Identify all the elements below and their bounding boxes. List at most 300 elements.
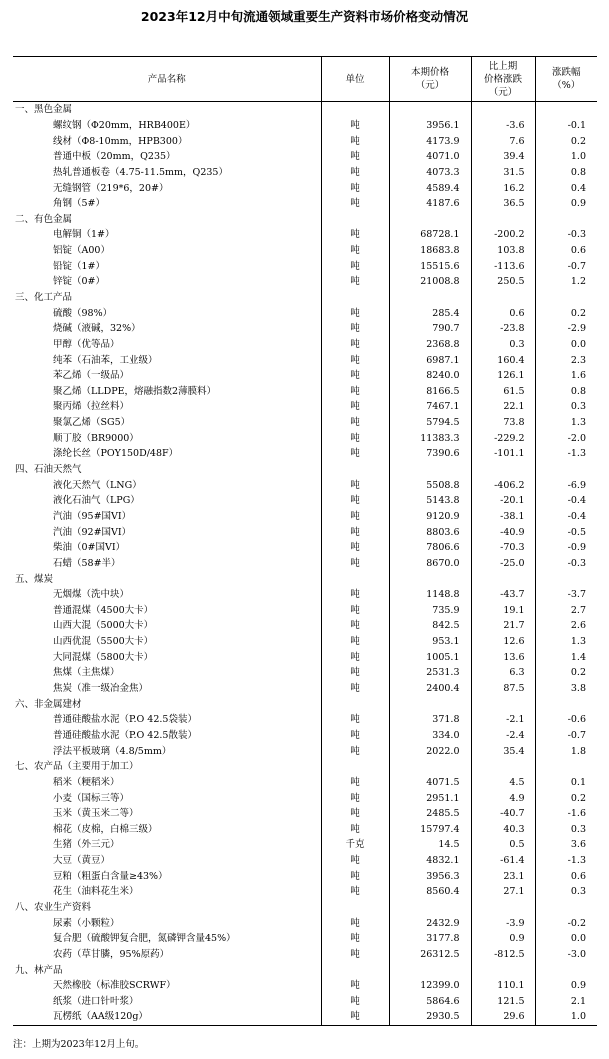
percent-cell: 0.9: [535, 978, 597, 994]
change-cell: [471, 696, 535, 712]
product-name: 烧碱（液碱，32%）: [53, 323, 141, 335]
price-cell: 15797.4: [389, 821, 471, 837]
change-cell: [471, 211, 535, 227]
category-row: [13, 211, 597, 227]
unit-cell: 吨: [321, 196, 389, 212]
price-cell: 3956.1: [389, 118, 471, 134]
product-name: 天然橡胶（标准胶SCRWF）: [53, 980, 176, 992]
price-cell: 790.7: [389, 321, 471, 337]
unit-cell: 吨: [321, 681, 389, 697]
change-cell: 121.5: [471, 994, 535, 1010]
unit-cell: 吨: [321, 133, 389, 149]
percent-cell: 0.2: [535, 133, 597, 149]
product-name: 焦炭（准一级冶金焦）: [53, 683, 149, 695]
price-cell: 3177.8: [389, 931, 471, 947]
change-cell: 27.1: [471, 884, 535, 900]
change-cell: 61.5: [471, 384, 535, 400]
table-row: [13, 368, 597, 384]
price-cell: 2368.8: [389, 337, 471, 353]
percent-cell: [535, 571, 597, 587]
product-name: 山西大混（5000大卡）: [53, 620, 154, 632]
table-header-row: [13, 57, 597, 102]
unit-cell: 吨: [321, 806, 389, 822]
price-cell: 8166.5: [389, 384, 471, 400]
table-row: [13, 274, 597, 290]
percent-cell: [535, 962, 597, 978]
product-name: 尿素（小颗粒）: [53, 917, 120, 929]
percent-cell: 0.2: [535, 790, 597, 806]
percent-cell: 0.2: [535, 305, 597, 321]
unit-cell: 吨: [321, 556, 389, 572]
change-cell: 6.3: [471, 665, 535, 681]
price-cell: 5864.6: [389, 994, 471, 1010]
price-cell: 2951.1: [389, 790, 471, 806]
table-row: [13, 258, 597, 274]
change-cell: -23.8: [471, 321, 535, 337]
category-row: [13, 900, 597, 916]
table-row: [13, 430, 597, 446]
percent-cell: -0.3: [535, 227, 597, 243]
unit-cell: 吨: [321, 243, 389, 259]
price-cell: 9120.9: [389, 509, 471, 525]
percent-cell: -0.4: [535, 493, 597, 509]
unit-cell: 吨: [321, 587, 389, 603]
price-cell: 2531.3: [389, 665, 471, 681]
product-name: 复合肥（硫酸钾复合肥，氮磷钾含量45%）: [53, 933, 236, 945]
percent-cell: [535, 900, 597, 916]
price-cell: 14.5: [389, 837, 471, 853]
change-cell: 16.2: [471, 180, 535, 196]
percent-cell: [535, 290, 597, 306]
change-cell: 126.1: [471, 368, 535, 384]
product-name: 柴油（0#国VI）: [53, 542, 126, 554]
price-cell: 7806.6: [389, 540, 471, 556]
unit-cell: 吨: [321, 258, 389, 274]
percent-cell: -0.5: [535, 524, 597, 540]
price-cell: 11383.3: [389, 430, 471, 446]
table-row: [13, 477, 597, 493]
unit-cell: 吨: [321, 712, 389, 728]
unit-cell: 吨: [321, 1009, 389, 1025]
price-cell: 4071.5: [389, 775, 471, 791]
table-row: [13, 227, 597, 243]
percent-cell: -0.1: [535, 118, 597, 134]
change-cell: -61.4: [471, 853, 535, 869]
category-row: [13, 759, 597, 775]
category-name: 五、煤炭: [15, 573, 54, 585]
price-cell: [389, 462, 471, 478]
product-name: 锌锭（0#）: [53, 276, 106, 288]
product-name: 稻米（粳稻米）: [53, 776, 120, 788]
product-name: 硫酸（98%）: [53, 307, 113, 319]
product-name: 棉花（皮棉，白棉三级）: [53, 823, 158, 835]
price-cell: 6987.1: [389, 352, 471, 368]
percent-cell: -2.0: [535, 430, 597, 446]
category-name: 七、农产品（主要用于加工）: [15, 761, 139, 773]
change-cell: -229.2: [471, 430, 535, 446]
unit-cell: 吨: [321, 915, 389, 931]
table-row: [13, 509, 597, 525]
price-cell: [389, 211, 471, 227]
price-cell: 4589.4: [389, 180, 471, 196]
category-name: 六、非金属建材: [15, 698, 82, 710]
table-row: [13, 868, 597, 884]
change-cell: [471, 759, 535, 775]
percent-cell: 3.8: [535, 681, 597, 697]
unit-cell: 吨: [321, 978, 389, 994]
unit-cell: 吨: [321, 509, 389, 525]
percent-cell: 1.3: [535, 415, 597, 431]
price-cell: 26312.5: [389, 947, 471, 963]
unit-cell: 吨: [321, 665, 389, 681]
change-cell: -2.1: [471, 712, 535, 728]
table-row: [13, 165, 597, 181]
change-cell: -40.7: [471, 806, 535, 822]
percent-cell: [535, 462, 597, 478]
table-row: [13, 728, 597, 744]
product-name: 农药（草甘膦，95%原药）: [53, 948, 170, 960]
product-name: 焦煤（主焦煤）: [53, 667, 120, 679]
unit-cell: 吨: [321, 149, 389, 165]
price-cell: 8240.0: [389, 368, 471, 384]
price-cell: 8803.6: [389, 524, 471, 540]
unit-cell: 吨: [321, 384, 389, 400]
unit-cell: [321, 962, 389, 978]
category-name: 三、化工产品: [15, 292, 73, 303]
header-change-percent: 涨跌幅 （%）: [535, 57, 597, 102]
percent-cell: 1.0: [535, 149, 597, 165]
product-name: 铅锭（1#）: [53, 260, 106, 272]
percent-cell: [535, 102, 597, 118]
percent-cell: 0.4: [535, 180, 597, 196]
percent-cell: 1.0: [535, 1009, 597, 1025]
table-row: [13, 775, 597, 791]
percent-cell: 1.3: [535, 634, 597, 650]
percent-cell: 0.1: [535, 775, 597, 791]
price-cell: 7390.6: [389, 446, 471, 462]
percent-cell: -0.4: [535, 509, 597, 525]
price-cell: [389, 900, 471, 916]
percent-cell: 0.2: [535, 665, 597, 681]
category-row: [13, 696, 597, 712]
table-row: [13, 743, 597, 759]
unit-cell: 吨: [321, 477, 389, 493]
change-cell: 40.3: [471, 821, 535, 837]
unit-cell: 吨: [321, 634, 389, 650]
price-cell: 5143.8: [389, 493, 471, 509]
change-cell: -40.9: [471, 524, 535, 540]
price-cell: 1005.1: [389, 649, 471, 665]
unit-cell: [321, 759, 389, 775]
product-name: 苯乙烯（一级品）: [53, 370, 130, 382]
price-cell: 4187.6: [389, 196, 471, 212]
price-cell: 2930.5: [389, 1009, 471, 1025]
table-row: [13, 681, 597, 697]
table-row: [13, 1009, 597, 1025]
table-row: [13, 540, 597, 556]
change-cell: 31.5: [471, 165, 535, 181]
price-cell: 285.4: [389, 305, 471, 321]
price-cell: 8670.0: [389, 556, 471, 572]
change-cell: 87.5: [471, 681, 535, 697]
table-body: [13, 102, 597, 1026]
product-name: 铝锭（A00）: [53, 245, 110, 257]
unit-cell: 吨: [321, 368, 389, 384]
percent-cell: -0.7: [535, 258, 597, 274]
change-cell: 4.9: [471, 790, 535, 806]
unit-cell: 吨: [321, 728, 389, 744]
change-cell: 22.1: [471, 399, 535, 415]
product-name: 瓦楞纸（AA级120g）: [13, 1009, 321, 1025]
price-cell: 2485.5: [389, 806, 471, 822]
table-row: [13, 618, 597, 634]
unit-cell: 吨: [321, 540, 389, 556]
percent-cell: [535, 211, 597, 227]
price-cell: [389, 962, 471, 978]
price-cell: 5794.5: [389, 415, 471, 431]
price-cell: 5508.8: [389, 477, 471, 493]
price-cell: 2022.0: [389, 743, 471, 759]
price-cell: 371.8: [389, 712, 471, 728]
price-cell: 15515.6: [389, 258, 471, 274]
table-row: [13, 305, 597, 321]
change-cell: 0.6: [471, 305, 535, 321]
product-name: 甲醇（优等品）: [53, 338, 120, 350]
table-row: [13, 587, 597, 603]
table-row: [13, 821, 597, 837]
percent-cell: 2.3: [535, 352, 597, 368]
table-row: [13, 180, 597, 196]
change-cell: -101.1: [471, 446, 535, 462]
change-cell: -20.1: [471, 493, 535, 509]
price-cell: [389, 102, 471, 118]
unit-cell: 吨: [321, 227, 389, 243]
unit-cell: 吨: [321, 399, 389, 415]
unit-cell: 吨: [321, 352, 389, 368]
table-row: [13, 931, 597, 947]
unit-cell: 吨: [321, 743, 389, 759]
price-cell: 4073.3: [389, 165, 471, 181]
table-row: [13, 415, 597, 431]
product-name: 聚氯乙烯（SG5）: [53, 417, 131, 429]
change-cell: [471, 962, 535, 978]
product-name: 涤纶长丝（POY150D/48F）: [53, 448, 179, 460]
change-cell: 35.4: [471, 743, 535, 759]
table-row: [13, 337, 597, 353]
category-row: [13, 571, 597, 587]
change-cell: 7.6: [471, 133, 535, 149]
percent-cell: 0.6: [535, 243, 597, 259]
change-cell: 29.6: [471, 1009, 535, 1025]
price-cell: 18683.8: [389, 243, 471, 259]
unit-cell: [321, 696, 389, 712]
product-name: 无缝钢管（219*6，20#）: [53, 182, 169, 194]
unit-cell: 吨: [321, 180, 389, 196]
product-name: 聚丙烯（拉丝料）: [53, 401, 130, 413]
percent-cell: 0.0: [535, 337, 597, 353]
product-name: 螺纹钢（Φ20mm，HRB400E）: [53, 119, 196, 131]
price-table: [13, 56, 597, 1026]
percent-cell: -1.3: [535, 853, 597, 869]
percent-cell: -0.7: [535, 728, 597, 744]
table-row: [13, 712, 597, 728]
table-row: [13, 978, 597, 994]
change-cell: [471, 571, 535, 587]
table-row: [13, 649, 597, 665]
product-name: 生猪（外三元）: [53, 839, 120, 851]
change-cell: 110.1: [471, 978, 535, 994]
change-cell: -812.5: [471, 947, 535, 963]
unit-cell: 吨: [321, 305, 389, 321]
percent-cell: -0.2: [535, 915, 597, 931]
change-cell: 19.1: [471, 603, 535, 619]
table-row: [13, 994, 597, 1010]
product-name: 小麦（国标三等）: [53, 792, 130, 804]
price-cell: 2400.4: [389, 681, 471, 697]
table-row: [13, 118, 597, 134]
product-name: 汽油（92#国VI）: [53, 526, 132, 538]
change-cell: -25.0: [471, 556, 535, 572]
change-cell: -113.6: [471, 258, 535, 274]
percent-cell: -3.7: [535, 587, 597, 603]
price-cell: 68728.1: [389, 227, 471, 243]
percent-cell: 0.3: [535, 399, 597, 415]
unit-cell: 吨: [321, 868, 389, 884]
change-cell: 0.3: [471, 337, 535, 353]
percent-cell: -1.6: [535, 806, 597, 822]
price-cell: 8560.4: [389, 884, 471, 900]
table-row: [13, 556, 597, 572]
percent-cell: 2.6: [535, 618, 597, 634]
product-name: 浮法平板玻璃（4.8/5mm）: [53, 745, 172, 757]
unit-cell: 吨: [321, 118, 389, 134]
unit-cell: 吨: [321, 603, 389, 619]
unit-cell: 吨: [321, 430, 389, 446]
change-cell: 39.4: [471, 149, 535, 165]
unit-cell: [321, 900, 389, 916]
product-name: 普通混煤（4500大卡）: [53, 604, 154, 616]
product-name: 聚乙烯（LLDPE，熔融指数2薄膜料）: [53, 385, 217, 397]
product-name: 汽油（95#国VI）: [53, 510, 132, 522]
percent-cell: 3.6: [535, 837, 597, 853]
percent-cell: [535, 759, 597, 775]
table-row: [13, 352, 597, 368]
product-name: 顺丁胶（BR9000）: [53, 432, 139, 444]
price-cell: 2432.9: [389, 915, 471, 931]
unit-cell: 吨: [321, 618, 389, 634]
product-name: 线材（Φ8-10mm，HPB300）: [53, 135, 188, 147]
change-cell: 36.5: [471, 196, 535, 212]
price-cell: 1148.8: [389, 587, 471, 603]
percent-cell: 0.3: [535, 884, 597, 900]
product-name: 普通中板（20mm，Q235）: [53, 151, 176, 163]
table-row: [13, 524, 597, 540]
table-row: [13, 806, 597, 822]
product-name: 纸浆（进口针叶浆）: [53, 995, 139, 1007]
page-title: 2023年12月中旬流通领域重要生产资料市场价格变动情况: [140, 9, 469, 24]
unit-cell: 吨: [321, 321, 389, 337]
percent-cell: -2.9: [535, 321, 597, 337]
header-price-change: 比上期 价格涨跌 （元）: [471, 57, 535, 102]
unit-cell: 吨: [321, 446, 389, 462]
table-row: [13, 634, 597, 650]
change-cell: -406.2: [471, 477, 535, 493]
unit-cell: 千克: [321, 837, 389, 853]
percent-cell: -3.0: [535, 947, 597, 963]
unit-cell: [321, 571, 389, 587]
table-row: [13, 947, 597, 963]
unit-cell: 吨: [321, 274, 389, 290]
price-cell: 3956.3: [389, 868, 471, 884]
category-row: [13, 290, 597, 306]
price-cell: 21008.8: [389, 274, 471, 290]
table-row: [13, 149, 597, 165]
percent-cell: 0.8: [535, 384, 597, 400]
unit-cell: 吨: [321, 947, 389, 963]
product-name: 豆粕（粗蛋白含量≥43%）: [53, 870, 168, 882]
table-row: [13, 399, 597, 415]
percent-cell: 2.1: [535, 994, 597, 1010]
table-row: [13, 243, 597, 259]
table-row: [13, 790, 597, 806]
percent-cell: -6.9: [535, 477, 597, 493]
table-row: [13, 837, 597, 853]
change-cell: 0.9: [471, 931, 535, 947]
change-cell: 160.4: [471, 352, 535, 368]
product-name: 石蜡（58#半）: [53, 557, 121, 569]
change-cell: 250.5: [471, 274, 535, 290]
change-cell: 0.5: [471, 837, 535, 853]
change-cell: 21.7: [471, 618, 535, 634]
table-row: [13, 884, 597, 900]
change-cell: 13.6: [471, 649, 535, 665]
table-row: [13, 321, 597, 337]
price-cell: 4173.9: [389, 133, 471, 149]
header-current-price: 本期价格 （元）: [389, 57, 471, 102]
unit-cell: 吨: [321, 821, 389, 837]
price-cell: 735.9: [389, 603, 471, 619]
product-name: 液化石油气（LPG）: [53, 495, 140, 507]
price-cell: 4071.0: [389, 149, 471, 165]
product-name: 山西优混（5500大卡）: [53, 636, 154, 648]
price-cell: 953.1: [389, 634, 471, 650]
unit-cell: [321, 211, 389, 227]
category-row: [13, 962, 597, 978]
table-row: [13, 493, 597, 509]
product-name: 电解铜（1#）: [53, 229, 115, 241]
price-cell: 4832.1: [389, 853, 471, 869]
change-cell: 4.5: [471, 775, 535, 791]
product-name: 液化天然气（LNG）: [53, 479, 142, 491]
unit-cell: 吨: [321, 931, 389, 947]
category-name: 九、林产品: [15, 964, 63, 976]
category-row: [13, 102, 597, 118]
product-name: 普通硅酸盐水泥（P.O 42.5袋装）: [53, 714, 197, 726]
table-row: [13, 853, 597, 869]
price-cell: [389, 290, 471, 306]
price-cell: [389, 759, 471, 775]
change-cell: 103.8: [471, 243, 535, 259]
percent-cell: -0.3: [535, 556, 597, 572]
percent-cell: 2.7: [535, 603, 597, 619]
change-cell: -3.9: [471, 915, 535, 931]
category-name: 二、有色金属: [15, 213, 73, 225]
unit-cell: 吨: [321, 884, 389, 900]
footnote: 注：上期为2023年12月上旬。: [13, 1039, 145, 1050]
product-name: 大同混煤（5800大卡）: [53, 651, 154, 663]
unit-cell: [321, 102, 389, 118]
product-name: 纯苯（石油苯，工业级）: [53, 354, 158, 366]
